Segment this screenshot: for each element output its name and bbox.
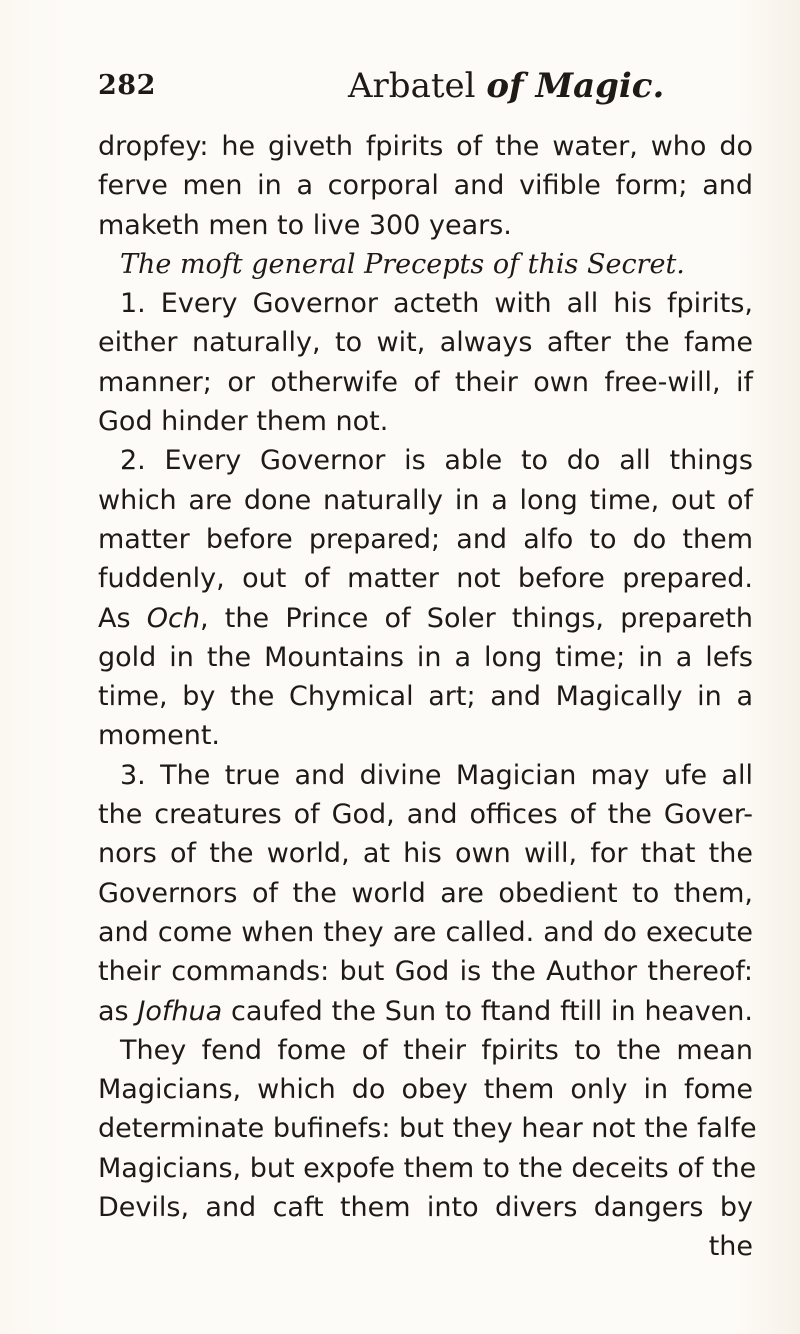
text-line: manner; or otherwife of their own free-will, if [98, 366, 753, 398]
section-title: The moft general Precepts of this Secret. [120, 248, 685, 280]
text-line: Devils, and caft them into divers dangers by [98, 1192, 753, 1224]
text-line: 3. The true and divine Magician may ufe all [120, 759, 753, 791]
catchword: the [708, 1231, 753, 1263]
running-title-italic: of Magic. [486, 66, 665, 106]
running-title-main: Arbatel [348, 66, 476, 106]
text-line: maketh men to live 300 years. [98, 209, 512, 241]
text-line: determinate bufinefs: but they hear not the falfe [98, 1113, 757, 1145]
text-line: gold in the Mountains in a long time; in a lefs [98, 641, 753, 673]
body-text [98, 127, 757, 1267]
text-line: their commands: but God is the Author thereof: [98, 956, 753, 988]
text-line: 2. Every Governor is able to do all things [120, 445, 753, 477]
text-line: dropfey: he giveth fpirits of the water, who do [98, 131, 753, 162]
text-line: nors of the world, at his own will, for that the [98, 838, 753, 870]
text-line: ferve men in a corporal and vifible form; and [98, 170, 753, 202]
text-fragment: caufed the Sun to ftand ftill in heaven. [231, 995, 753, 1027]
text-line [98, 599, 753, 638]
text-line: moment. [98, 720, 221, 752]
text-line [98, 992, 753, 1031]
page-number: 282 [98, 70, 156, 101]
text-line: Magicians, which do obey them only in fome [98, 1074, 753, 1106]
text-line: God hinder them not. [98, 406, 389, 438]
page-header [98, 66, 748, 114]
text-line: which are done naturally in a long time, out of [98, 484, 753, 516]
text-line: time, by the Chymical art; and Magically in a [98, 681, 753, 713]
text-line: Magicians, but expofe them to the deceits of the [98, 1152, 757, 1184]
text-line: fuddenly, out of matter not before prepared. [98, 563, 753, 595]
text-line: Governors of the world are obedient to them, [98, 877, 753, 909]
text-line: They fend fome of their fpirits to the mean [120, 1034, 753, 1066]
text-line: either naturally, to wit, always after the fame [98, 327, 753, 359]
text-line: and come when they are called. and do execute [98, 916, 753, 948]
text-line: 1. Every Governor acteth with all his fpirits, [120, 288, 753, 320]
text-line: the creatures of God, and offices of the Gover- [98, 799, 753, 831]
text-fragment: , the Prince of Soler things, prepareth [200, 602, 753, 634]
text-fragment: as [98, 995, 129, 1027]
running-title [348, 66, 664, 106]
text-fragment: As [98, 602, 131, 634]
proper-name-joshua: Jofhua [137, 995, 223, 1027]
text-line: matter before prepared; and alfo to do them [98, 523, 753, 555]
proper-name-och: Och [146, 602, 200, 634]
